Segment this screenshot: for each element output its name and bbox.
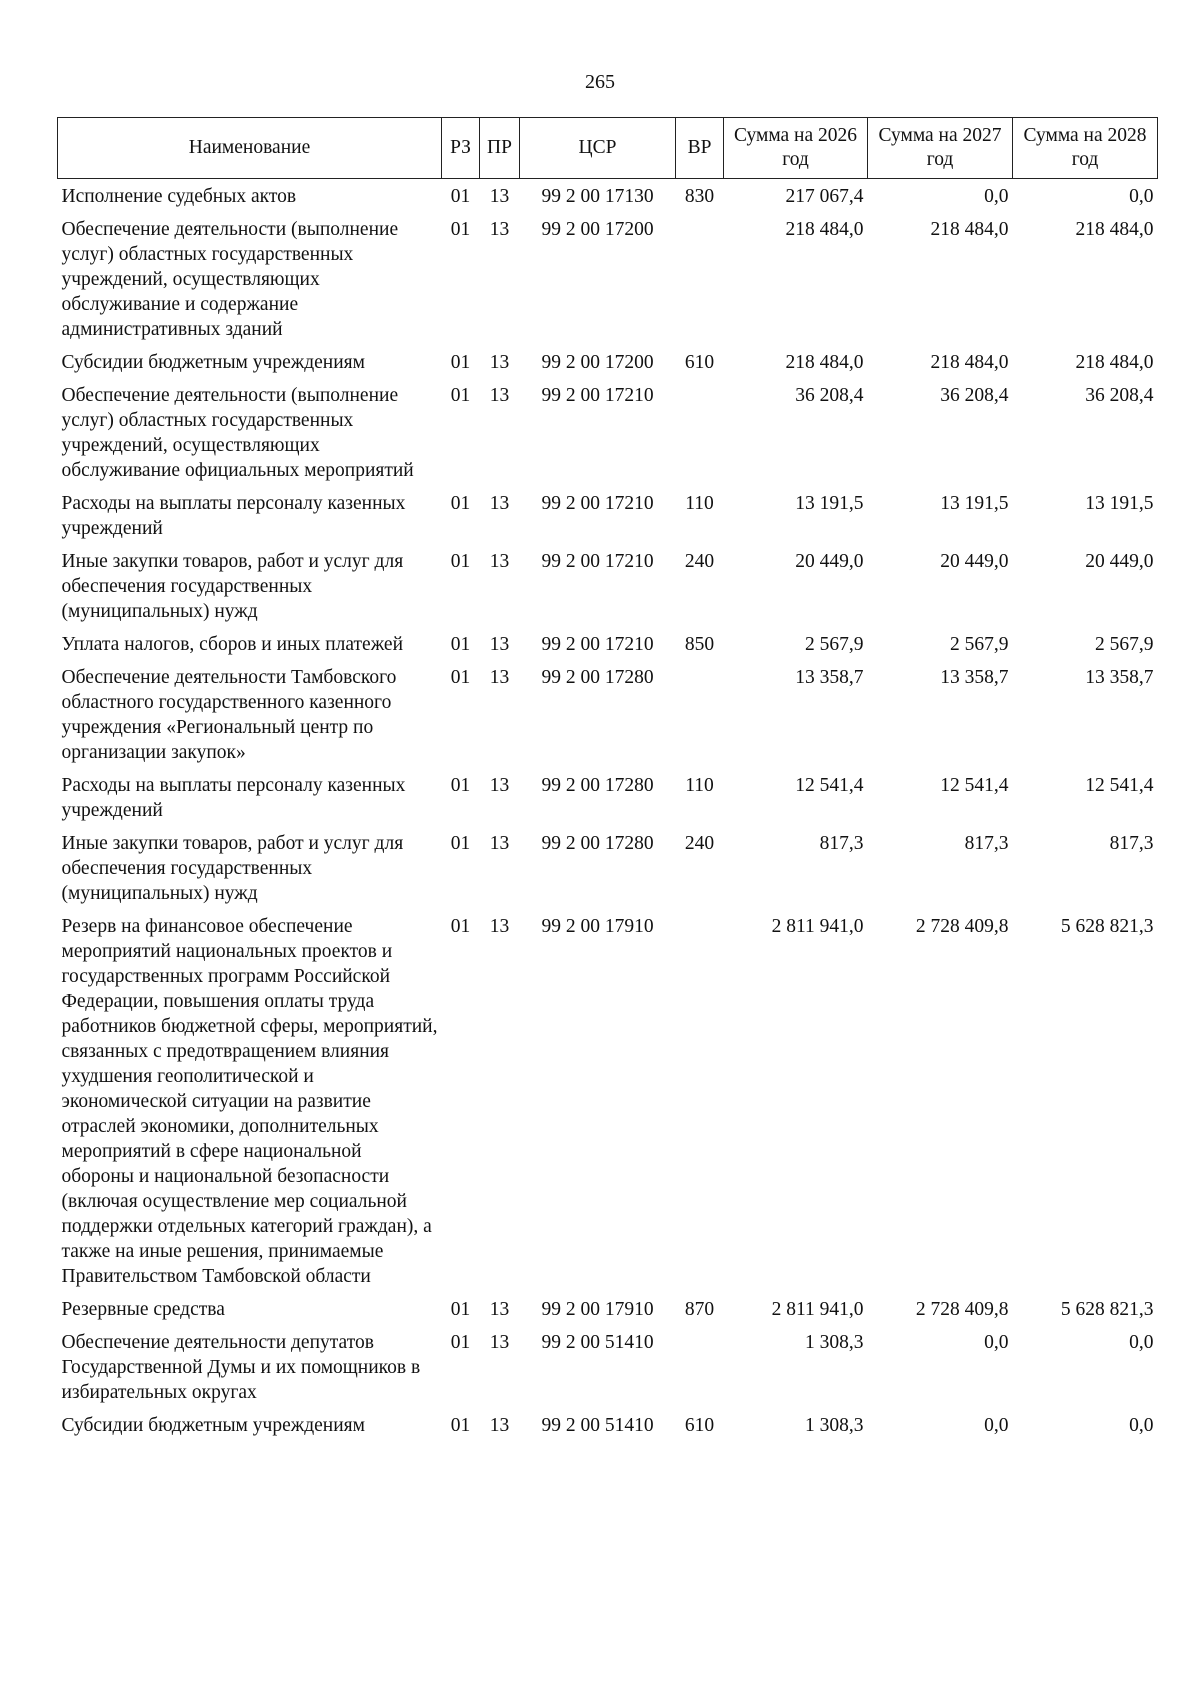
row-csr: 99 2 00 17910 [541,916,654,937]
table-row [58,345,1158,378]
row-csr: 99 2 00 17280 [541,667,654,688]
row-name: Субсидии бюджетным учреждениям [61,352,365,373]
row-sum-2028: 5 628 821,3 [1060,1299,1154,1320]
row-sum-2027: 13 358,7 [940,667,1009,688]
table-row [58,909,1158,1292]
row-vr: 240 [684,833,715,854]
row-sum-2027: 12 541,4 [940,775,1009,796]
row-pr: 13 [489,775,510,796]
row-pr: 13 [489,833,510,854]
row-sum-2027: 218 484,0 [930,352,1009,373]
row-name: Обеспечение деятельности (выполнение услуг) областных государственных учреждений, осуществляющих обслуживание и содержание административных зданий [61,219,399,340]
header-csr: ЦСР [520,118,676,179]
row-pr: 13 [489,667,510,688]
row-rz: 01 [450,1299,471,1320]
header-pr: ПР [480,118,520,179]
table-row [58,378,1158,486]
row-sum-2028: 20 449,0 [1085,551,1154,572]
row-pr: 13 [489,385,510,406]
row-sum-2027: 2 728 409,8 [915,1299,1009,1320]
row-sum-2027: 817,3 [964,833,1009,854]
table-row [58,826,1158,909]
row-vr: 240 [684,551,715,572]
row-csr: 99 2 00 17200 [541,352,654,373]
header-rz: РЗ [442,118,480,179]
table-row [58,179,1158,213]
row-sum-2026: 2 567,9 [805,634,864,655]
row-sum-2026: 13 358,7 [795,667,864,688]
row-csr: 99 2 00 17210 [541,551,654,572]
row-sum-2028: 5 628 821,3 [1060,916,1154,937]
row-vr [676,378,724,486]
row-sum-2026: 1 308,3 [805,1415,864,1436]
table-row [58,486,1158,544]
row-sum-2027: 36 208,4 [940,385,1009,406]
row-csr: 99 2 00 17200 [541,219,654,240]
row-sum-2028: 817,3 [1109,833,1154,854]
row-sum-2028: 12 541,4 [1085,775,1154,796]
row-rz: 01 [450,186,471,207]
row-name: Субсидии бюджетным учреждениям [61,1415,365,1436]
row-csr: 99 2 00 17910 [541,1299,654,1320]
row-rz: 01 [450,493,471,514]
row-sum-2028: 13 191,5 [1085,493,1154,514]
row-rz: 01 [450,385,471,406]
table-row [58,1325,1158,1408]
row-csr: 99 2 00 17210 [541,385,654,406]
row-sum-2026: 218 484,0 [785,352,864,373]
row-sum-2026: 12 541,4 [795,775,864,796]
row-pr: 13 [489,551,510,572]
row-rz: 01 [450,634,471,655]
row-name: Обеспечение деятельности Тамбовского областного государственного казенного учреждения «Региональный центр по организации закупок» [61,667,397,763]
row-csr: 99 2 00 17210 [541,634,654,655]
row-pr: 13 [489,1332,510,1353]
row-pr: 13 [489,916,510,937]
header-sum-2026: Сумма на 2026 год [724,118,868,179]
row-name: Расходы на выплаты персоналу казенных учреждений [61,493,406,539]
row-vr: 110 [685,493,714,514]
row-vr: 110 [685,775,714,796]
row-name: Резервные средства [61,1299,225,1320]
row-csr: 99 2 00 17280 [541,833,654,854]
row-vr [676,660,724,768]
row-sum-2026: 217 067,4 [785,186,864,207]
row-pr: 13 [489,634,510,655]
header-vr: ВР [676,118,724,179]
row-name: Исполнение судебных актов [61,186,297,207]
row-sum-2027: 0,0 [984,1415,1009,1436]
table-row [58,1292,1158,1325]
row-sum-2028: 0,0 [1129,186,1154,207]
row-vr: 610 [684,352,715,373]
header-sum-2028: Сумма на 2028 год [1013,118,1158,179]
row-pr: 13 [489,1415,510,1436]
row-csr: 99 2 00 17210 [541,493,654,514]
row-sum-2026: 36 208,4 [795,385,864,406]
row-vr [676,212,724,345]
row-name: Иные закупки товаров, работ и услуг для обеспечения государственных (муниципальных) нужд [61,833,404,904]
row-name: Резерв на финансовое обеспечение мероприятий национальных проектов и государственных программ Российской Федерации, повышения оплаты труда работников бюджетной сферы, мероприятий, связанных с предотвращением влияния ухудшения геополитической и экономической ситуации на развитие отраслей экономики, дополнительных мероприятий в сфере национальной обороны и национальной безопасности (включая осуществление мер социальной поддержки отдельных категорий граждан), а также на иные решения, принимаемые Правительством Тамбовской области [61,916,438,1287]
row-name: Уплата налогов, сборов и иных платежей [61,634,404,655]
row-sum-2026: 218 484,0 [785,219,864,240]
row-vr [676,909,724,1292]
row-sum-2027: 20 449,0 [940,551,1009,572]
table-body [58,179,1158,1442]
row-rz: 01 [450,219,471,240]
table-row [58,768,1158,826]
row-sum-2026: 2 811 941,0 [771,916,864,937]
row-name: Расходы на выплаты персоналу казенных учреждений [61,775,406,821]
table-header [58,118,1158,179]
row-csr: 99 2 00 51410 [541,1415,654,1436]
row-pr: 13 [489,219,510,240]
row-rz: 01 [450,352,471,373]
row-sum-2028: 0,0 [1129,1332,1154,1353]
row-sum-2028: 2 567,9 [1095,634,1154,655]
header-name: Наименование [58,118,442,179]
row-vr: 870 [684,1299,715,1320]
row-sum-2026: 13 191,5 [795,493,864,514]
row-rz: 01 [450,551,471,572]
row-name: Иные закупки товаров, работ и услуг для обеспечения государственных (муниципальных) нужд [61,551,404,622]
row-vr: 830 [684,186,715,207]
row-pr: 13 [489,1299,510,1320]
row-vr: 850 [684,634,715,655]
row-sum-2026: 20 449,0 [795,551,864,572]
row-csr: 99 2 00 51410 [541,1332,654,1353]
budget-table [57,117,1158,1441]
row-sum-2028: 218 484,0 [1075,219,1154,240]
page-number: 265 [585,71,615,93]
row-sum-2026: 817,3 [819,833,864,854]
row-sum-2027: 0,0 [984,1332,1009,1353]
table-row [58,1408,1158,1441]
row-sum-2028: 13 358,7 [1085,667,1154,688]
row-sum-2027: 0,0 [984,186,1009,207]
row-csr: 99 2 00 17280 [541,775,654,796]
row-rz: 01 [450,667,471,688]
row-sum-2027: 2 567,9 [950,634,1009,655]
table-row [58,544,1158,627]
row-name: Обеспечение деятельности (выполнение услуг) областных государственных учреждений, осуществляющих обслуживание официальных мероприятий [61,385,414,481]
row-vr: 610 [684,1415,715,1436]
table-row [58,212,1158,345]
row-rz: 01 [450,775,471,796]
row-sum-2028: 0,0 [1129,1415,1154,1436]
row-vr [676,1325,724,1408]
row-rz: 01 [450,1332,471,1353]
header-sum-2027: Сумма на 2027 год [868,118,1013,179]
row-sum-2027: 218 484,0 [930,219,1009,240]
row-pr: 13 [489,186,510,207]
row-rz: 01 [450,916,471,937]
row-sum-2027: 13 191,5 [940,493,1009,514]
row-sum-2026: 2 811 941,0 [771,1299,864,1320]
row-sum-2028: 218 484,0 [1075,352,1154,373]
table-row [58,660,1158,768]
row-pr: 13 [489,493,510,514]
row-name: Обеспечение деятельности депутатов Государственной Думы и их помощников в избирательных округах [61,1332,421,1403]
row-sum-2027: 2 728 409,8 [915,916,1009,937]
row-csr: 99 2 00 17130 [541,186,654,207]
table-row [58,627,1158,660]
row-rz: 01 [450,833,471,854]
row-sum-2026: 1 308,3 [805,1332,864,1353]
row-rz: 01 [450,1415,471,1436]
row-sum-2028: 36 208,4 [1085,385,1154,406]
row-pr: 13 [489,352,510,373]
